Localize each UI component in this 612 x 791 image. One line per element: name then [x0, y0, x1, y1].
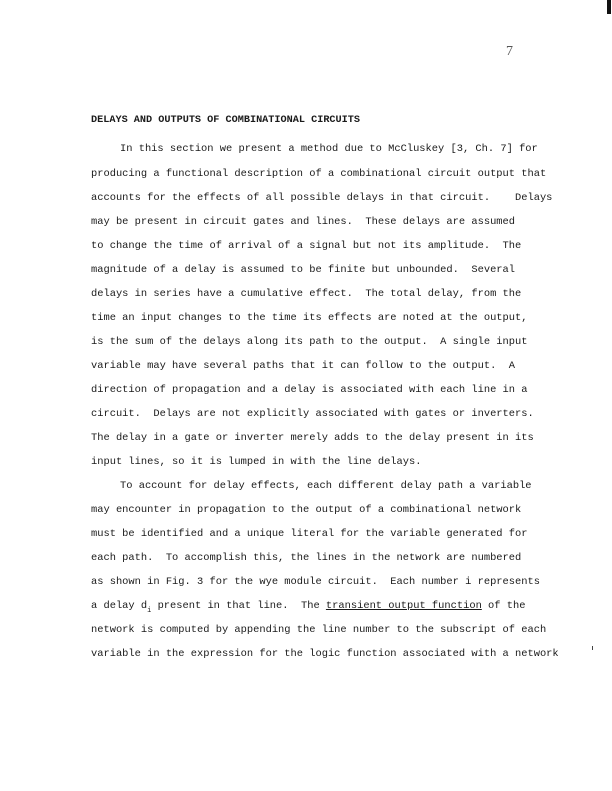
text-line: producing a functional description of a combinational circuit output that: [91, 168, 547, 180]
text-line: to change the time of arrival of a signal but not its amplitude. The: [91, 240, 522, 252]
text-line: may be present in circuit gates and lines. These delays are assumed: [91, 216, 516, 228]
text-run: of the: [481, 600, 526, 612]
edge-mark: [607, 0, 611, 14]
text-line: magnitude of a delay is assumed to be finite but unbounded. Several: [91, 264, 516, 276]
section-heading: DELAYS AND OUTPUTS OF COMBINATIONAL CIRCUITS: [91, 115, 360, 126]
underlined-term: transient output function: [325, 600, 482, 612]
text-line: must be identified and a unique literal for the variable generated for: [91, 528, 528, 540]
text-line: may encounter in propagation to the output of a combinational network: [91, 504, 522, 516]
scan-speck: [592, 646, 593, 650]
text-line: time an input changes to the time its effects are noted at the output,: [91, 312, 528, 324]
text-run: present in that line. The: [151, 600, 326, 612]
text-line: as shown in Fig. 3 for the wye module circuit. Each number i represents: [91, 576, 540, 588]
text-line: To account for delay effects, each different delay path a variable: [120, 480, 532, 492]
text-line: accounts for the effects of all possible delays in that circuit. Delays: [91, 192, 553, 204]
text-line: The delay in a gate or inverter merely adds to the delay present in its: [91, 432, 534, 444]
text-line: circuit. Delays are not explicitly associated with gates or inverters.: [91, 408, 534, 420]
text-run: a delay d: [91, 600, 148, 612]
text-line: variable may have several paths that it can follow to the output. A: [91, 360, 516, 372]
text-line: variable in the expression for the logic function associated with a network: [91, 648, 559, 660]
text-line: In this section we present a method due to McCluskey [3, Ch. 7] for: [120, 143, 538, 155]
text-line: [91, 600, 526, 615]
text-line: input lines, so it is lumped in with the line delays.: [91, 456, 422, 468]
text-line: is the sum of the delays along its path to the output. A single input: [91, 336, 528, 348]
text-line: network is computed by appending the line number to the subscript of each: [91, 624, 547, 636]
text-line: each path. To accomplish this, the lines in the network are numbered: [91, 552, 522, 564]
text-line: direction of propagation and a delay is associated with each line in a: [91, 384, 528, 396]
text-line: delays in series have a cumulative effect. The total delay, from the: [91, 288, 522, 300]
subscript-i: i: [147, 607, 152, 615]
page-number: 7: [506, 44, 513, 59]
